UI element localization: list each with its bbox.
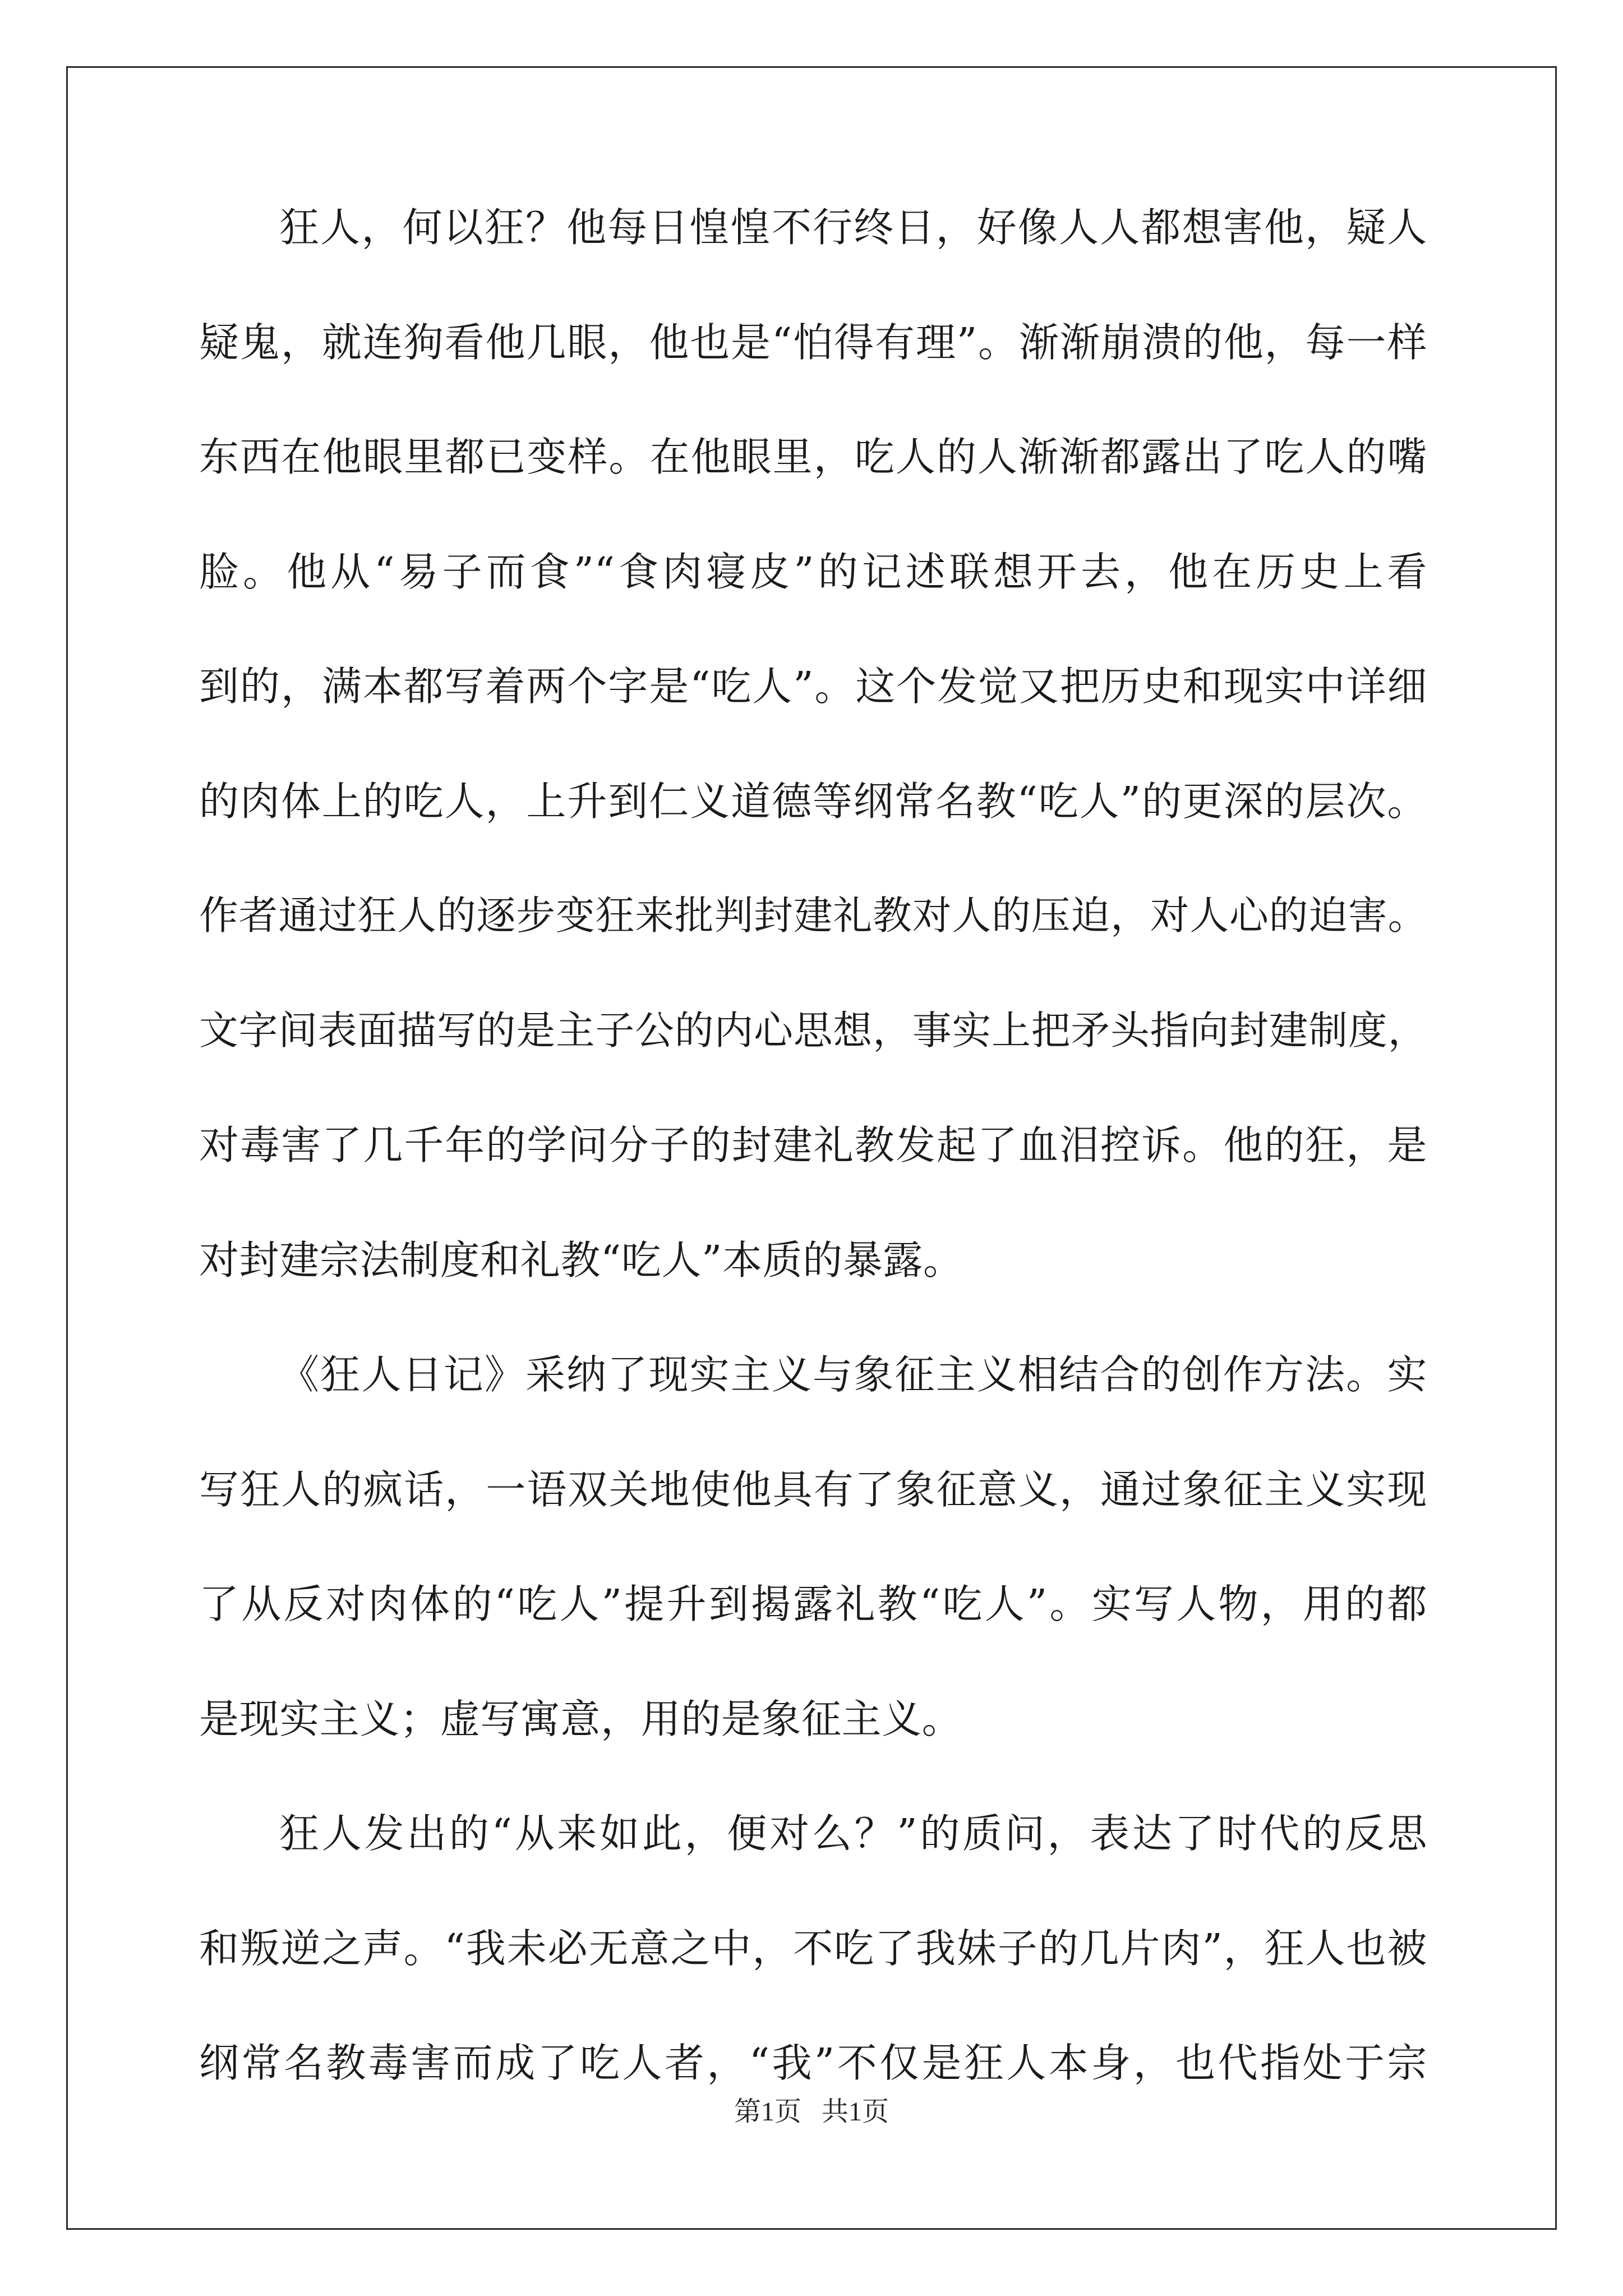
text-line: 《狂人日记》采纳了现实主义与象征主义相结合的创作方法。实 <box>279 1351 1427 1398</box>
text-line: 对封建宗法制度和礼教“吃人”本质的暴露。 <box>199 1236 963 1283</box>
text-line: 对毒害了几千年的学问分子的封建礼教发起了血泪控诉。他的狂，是 <box>199 1122 1427 1168</box>
document-body <box>199 204 1427 2158</box>
text-line: 的肉体上的吃人，上升到仁义道德等纲常名教“吃人”的更深的层次。 <box>199 777 1427 825</box>
text-line: 是现实主义；虚写寓意，用的是象征主义。 <box>199 1695 962 1742</box>
text-line: 作者通过狂人的逐步变狂来批判封建礼教对人的压迫，对人心的迫害。 <box>199 893 1427 938</box>
text-line: 了从反对肉体的“吃人”提升到揭露礼教“吃人”。实写人物，用的都 <box>199 1581 1427 1627</box>
text-line: 和叛逆之声。“我未必无意之中，不吃了我妹子的几片肉”，狂人也被 <box>199 1925 1427 1972</box>
text-line: 东西在他眼里都已变样。在他眼里，吃人的人渐渐都露出了吃人的嘴 <box>199 434 1427 480</box>
text-line: 狂人发出的“从来如此，便对么？”的质问，表达了时代的反思 <box>279 1810 1427 1857</box>
text-line: 到的，满本都写着两个字是“吃人”。这个发觉又把历史和现实中详细 <box>199 663 1427 710</box>
text-line: 写狂人的疯话，一语双关地使他具有了象征意义，通过象征主义实现 <box>199 1466 1427 1513</box>
text-line: 脸。他从“易子而食”“食肉寝皮”的记述联想开去，他在历史上看 <box>199 548 1427 595</box>
text-line: 纲常名教毒害而成了吃人者，“我”不仅是狂人本身，也代指处于宗 <box>199 2040 1427 2086</box>
text-line: 疑鬼，就连狗看他几眼，他也是“怕得有理”。渐渐崩溃的他，每一样 <box>199 319 1427 366</box>
text-line: 狂人，何以狂？他每日惶惶不行终日，好像人人都想害他，疑人 <box>279 204 1427 251</box>
text-line: 文字间表面描写的是主子公的内心思想，事实上把矛头指向封建制度， <box>199 1007 1427 1053</box>
page-footer: 第1页 共1页 <box>734 2097 889 2127</box>
